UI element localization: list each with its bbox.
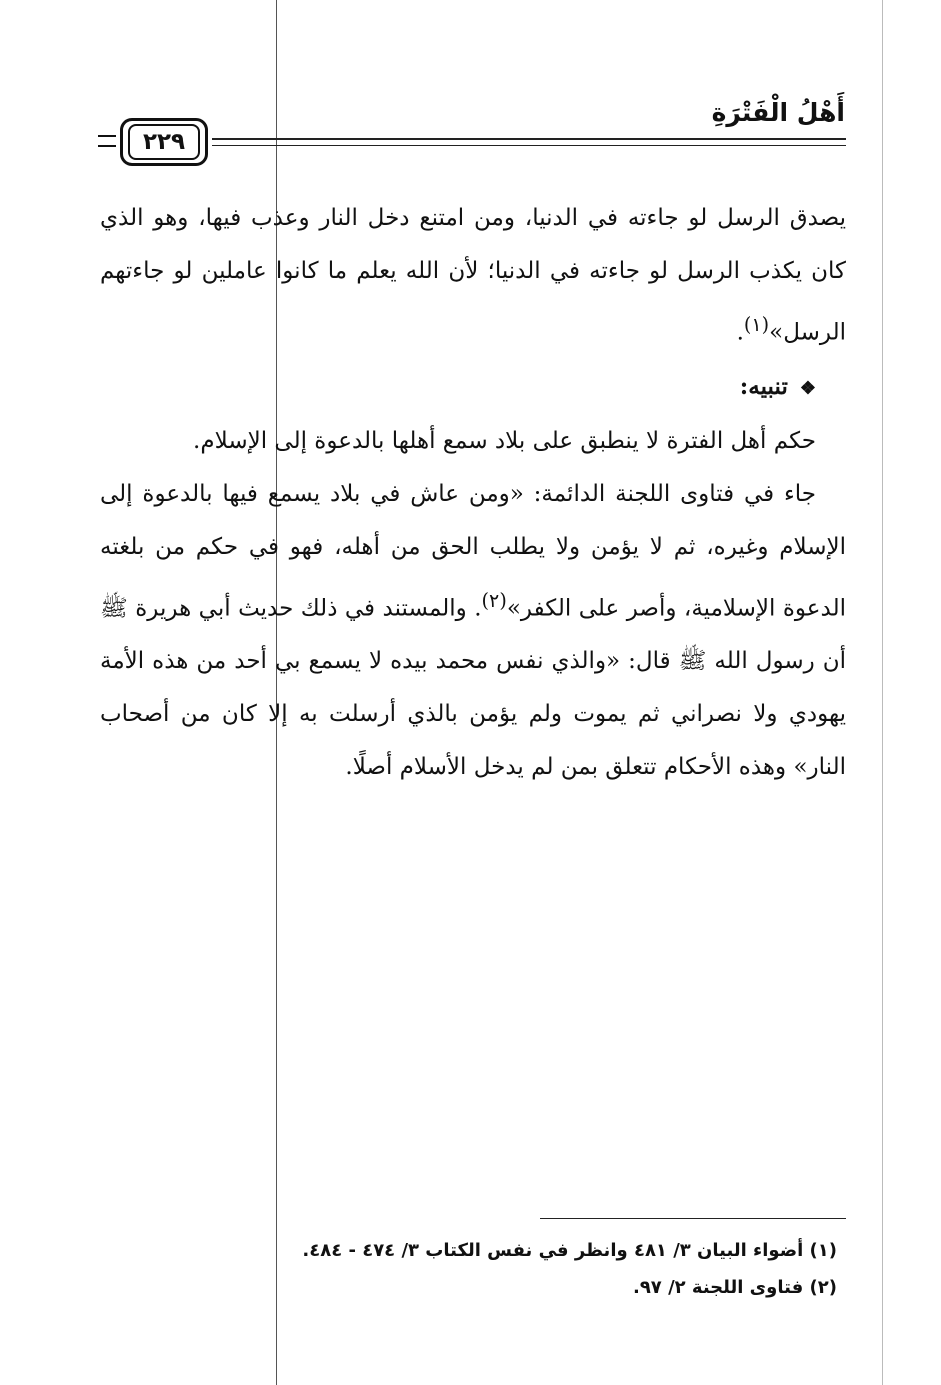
header-rule <box>212 138 846 140</box>
paragraph-1-text: يصدق الرسل لو جاءته في الدنيا، ومن امتنع دخل النار وعذب فيها، وهو الذي كان يكذب الرسل لو جاءته في الدنيا؛ لأن الله يعلم ما كانوا عاملين لو جاءتهم الرسل» <box>100 205 846 346</box>
main-text <box>100 192 846 794</box>
footnote-1: (١) أضواء البيان ٣/ ٤٨١ وانظر في نفس الكتاب ٣/ ٤٧٤ - ٤٨٤. <box>302 1240 837 1261</box>
header-ornament <box>98 135 116 147</box>
paragraph-1-end: . <box>736 319 744 346</box>
footnotes <box>137 1232 837 1306</box>
footnote-separator <box>540 1218 846 1219</box>
header-rule-thin <box>212 145 846 146</box>
footnote-2: (٢) فتاوى اللجنة ٢/ ٩٧. <box>632 1277 837 1298</box>
paragraph-3-tail: . والمستند في ذلك حديث أبي هريرة ﷺ أن رسول الله ﷺ قال: «والذي نفس محمد بيده لا يسمع بي أحد من هذه الأمة يهودي ولا نصراني ثم يموت ولم يؤمن بالذي أرسلت به إلا كان من أصحاب النار» وهذه الأحكام تتعلق بمن لم يدخل الأسلام أصلًا. <box>100 595 846 781</box>
running-title: أَهْلُ الْفَتْرَةِ <box>711 98 845 127</box>
scan-edge-line-right <box>882 0 883 1385</box>
paragraph-2: حكم أهل الفترة لا ينطبق على بلاد سمع أهلها بالدعوة إلى الإسلام. <box>193 427 816 454</box>
heading-text: تنبيه: <box>739 372 788 400</box>
footnote-ref-2: (٢) <box>481 588 507 612</box>
page-number: ٢٢٩ <box>128 124 200 160</box>
diamond-bullet-icon: ❖ <box>799 377 816 399</box>
footnote-ref-1: (١) <box>743 313 770 336</box>
paragraph-3-text: جاء في فتاوى اللجنة الدائمة: «ومن عاش في بلاد يسمع فيها بالدعوة إلى الإسلام وغيره، ثم لا يؤمن ولا يطلب الحق من أهله، فهو في حكم من بلغته الدعوة الإسلامية، وأصر على الكفر» <box>100 480 846 622</box>
paragraph-3 <box>100 468 846 795</box>
paragraph-1 <box>100 192 846 360</box>
section-heading <box>100 360 846 415</box>
